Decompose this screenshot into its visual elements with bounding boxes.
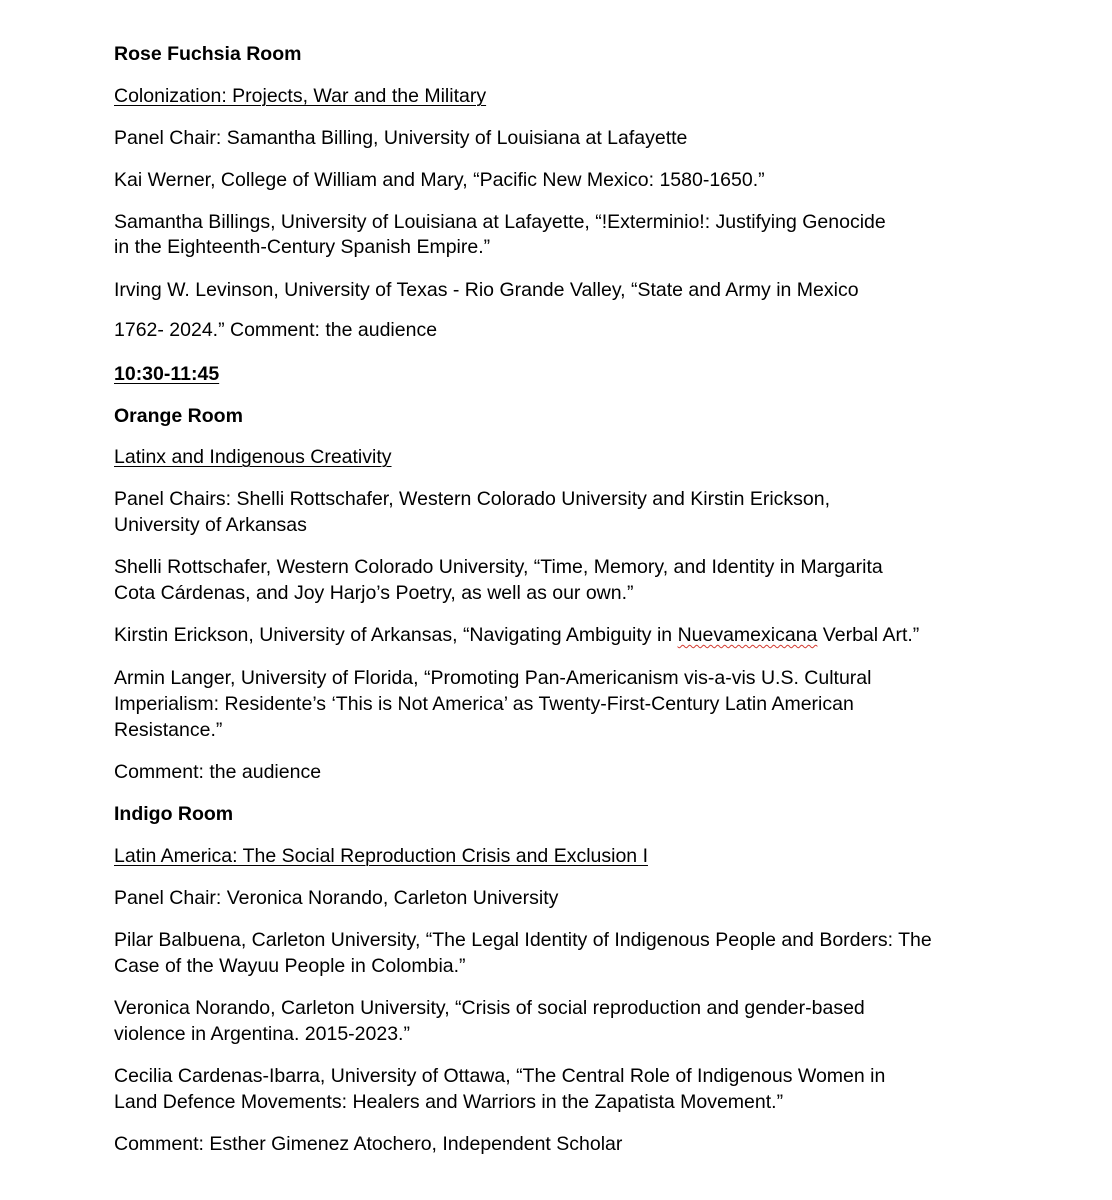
presentation-entry-line: Pilar Balbuena, Carleton University, “The Legal Identity of Indigenous People and Borders: The [114,929,932,951]
presentation-entry-line: Land Defence Movements: Healers and Warriors in the Zapatista Movement.” [114,1091,784,1113]
entry-text: Kirstin Erickson, University of Arkansas, “Navigating Ambiguity in [114,624,678,646]
panel-chair: Panel Chair: Veronica Norando, Carleton University [114,887,559,909]
panel-chair-line: University of Arkansas [114,514,307,536]
panel-title-colonization: Colonization: Projects, War and the Military [114,85,487,107]
panel-title-social-reproduction: Latin America: The Social Reproduction Crisis and Exclusion I [114,845,648,867]
presentation-entry-line: Irving W. Levinson, University of Texas - Rio Grande Valley, “State and Army in Mexico [114,279,859,301]
presentation-entry-line: Cota Cárdenas, and Joy Harjo’s Poetry, as well as our own.” [114,582,634,604]
presentation-entry-line: in the Eighteenth-Century Spanish Empire.” [114,236,491,258]
room-heading-indigo: Indigo Room [114,803,234,825]
presentation-entry-line: Imperialism: Residente’s ‘This is Not America’ as Twenty-First-Century Latin American [114,693,854,715]
presentation-entry-line: 1762- 2024.” Comment: the audience [114,319,438,341]
panel-title-latinx: Latinx and Indigenous Creativity [114,446,392,468]
presentation-entry: Kai Werner, College of William and Mary, “Pacific New Mexico: 1580-1650.” [114,169,765,191]
presentation-entry-line: Shelli Rottschafer, Western Colorado University, “Time, Memory, and Identity in Margarita [114,556,883,578]
panel-chair: Panel Chair: Samantha Billing, University of Louisiana at Lafayette [114,127,688,149]
presentation-entry-line: Armin Langer, University of Florida, “Promoting Pan-Americanism vis-a-vis U.S. Cultural [114,667,872,689]
presentation-entry-line: Veronica Norando, Carleton University, “Crisis of social reproduction and gender-based [114,997,865,1019]
presentation-entry-line: violence in Argentina. 2015-2023.” [114,1023,410,1045]
comment-line: Comment: Esther Gimenez Atochero, Independent Scholar [114,1133,623,1155]
entry-text: Verbal Art.” [817,624,920,646]
spellcheck-flagged-word: Nuevamexicana [677,624,818,646]
presentation-entry-line: Resistance.” [114,719,223,741]
room-heading-orange: Orange Room [114,405,243,427]
presentation-entry [114,622,919,648]
room-heading-rose-fuchsia: Rose Fuchsia Room [114,43,302,65]
presentation-entry-line: Case of the Wayuu People in Colombia.” [114,955,466,977]
panel-chair-line: Panel Chairs: Shelli Rottschafer, Western Colorado University and Kirstin Erickson, [114,488,831,510]
comment-line: Comment: the audience [114,761,322,783]
time-slot-heading: 10:30-11:45 [114,363,220,385]
presentation-entry-line: Samantha Billings, University of Louisiana at Lafayette, “!Exterminio!: Justifying Genocide [114,211,886,233]
presentation-entry-line: Cecilia Cardenas-Ibarra, University of Ottawa, “The Central Role of Indigenous Women in [114,1065,886,1087]
